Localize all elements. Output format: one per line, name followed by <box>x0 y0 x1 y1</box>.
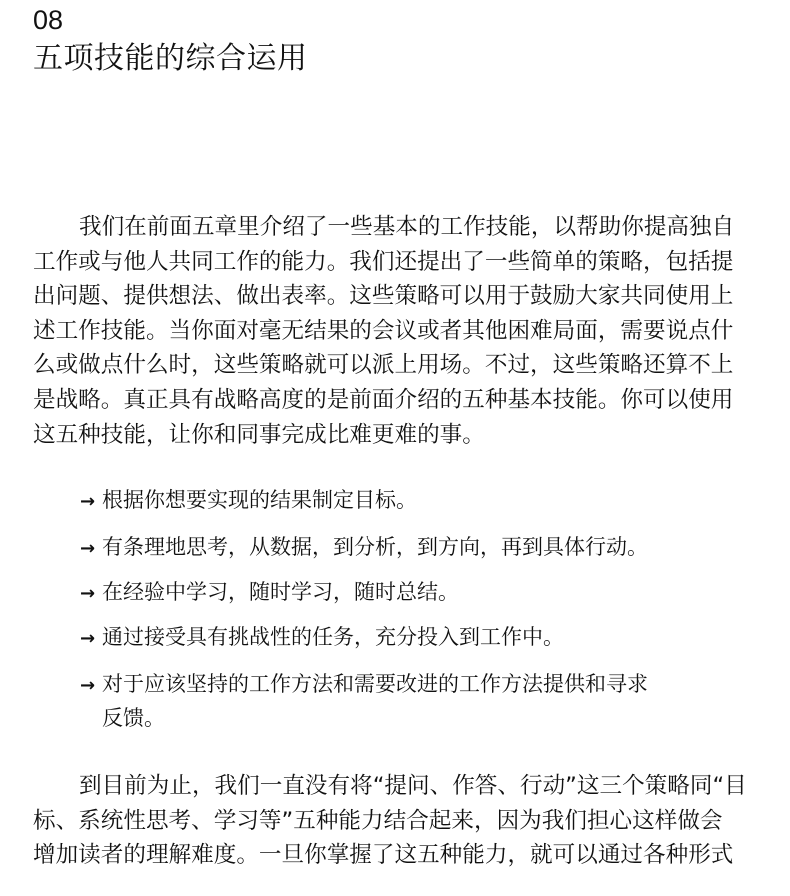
arrow-icon: → <box>80 675 96 696</box>
arrow-icon: → <box>80 491 96 512</box>
bullet-item <box>80 578 459 608</box>
bullet-item <box>80 670 648 700</box>
bullet-item <box>80 623 564 653</box>
bullet-text: 通过接受具有挑战性的任务，充分投入到工作中。 <box>102 625 564 649</box>
bullet-text: 对于应该坚持的工作方法和需要改进的工作方法提供和寻求 <box>102 672 648 696</box>
bullet-item <box>80 486 417 516</box>
arrow-icon: → <box>80 628 96 649</box>
text-line: 这五种技能，让你和同事完成比难更难的事。 <box>33 421 485 448</box>
text-line: 标、系统性思考、学习等”五种能力结合起来，因为我们担心这样做会 <box>33 807 723 834</box>
text-line: 么或做点什么时，这些策略就可以派上用场。不过，这些策略还算不上 <box>33 352 734 379</box>
paragraph-combination <box>33 769 747 873</box>
text-line: 工作或与他人共同工作的能力。我们还提出了一些简单的策略，包括提 <box>33 248 734 275</box>
arrow-icon: → <box>80 538 96 559</box>
chapter-title: 五项技能的综合运用 <box>33 41 308 76</box>
chapter-number: 08 <box>33 5 64 35</box>
paragraph-intro <box>33 210 734 452</box>
bullet-text: 有条理地思考，从数据，到分析，到方向，再到具体行动。 <box>102 535 648 559</box>
text-line: 是战略。真正具有战略高度的是前面介绍的五种基本技能。你可以使用 <box>33 386 734 413</box>
text-line: 增加读者的理解难度。一旦你掌握了这五种能力，就可以通过各种形式 <box>33 842 734 869</box>
bullet-continuation: 反馈。 <box>102 706 165 730</box>
bullet-text: 根据你想要实现的结果制定目标。 <box>102 488 417 512</box>
arrow-icon: → <box>80 583 96 604</box>
bullet-text: 在经验中学习，随时学习，随时总结。 <box>102 580 459 604</box>
text-line: 出问题、提供想法、做出表率。这些策略可以用于鼓励大家共同使用上 <box>33 283 734 310</box>
text-line: 到目前为止，我们一直没有将“提问、作答、行动”这三个策略同“目 <box>79 773 747 799</box>
text-line: 我们在前面五章里介绍了一些基本的工作技能，以帮助你提高独自 <box>79 214 735 240</box>
bullet-item <box>80 533 648 563</box>
text-line: 述工作技能。当你面对毫无结果的会议或者其他困难局面，需要说点什 <box>33 317 734 344</box>
